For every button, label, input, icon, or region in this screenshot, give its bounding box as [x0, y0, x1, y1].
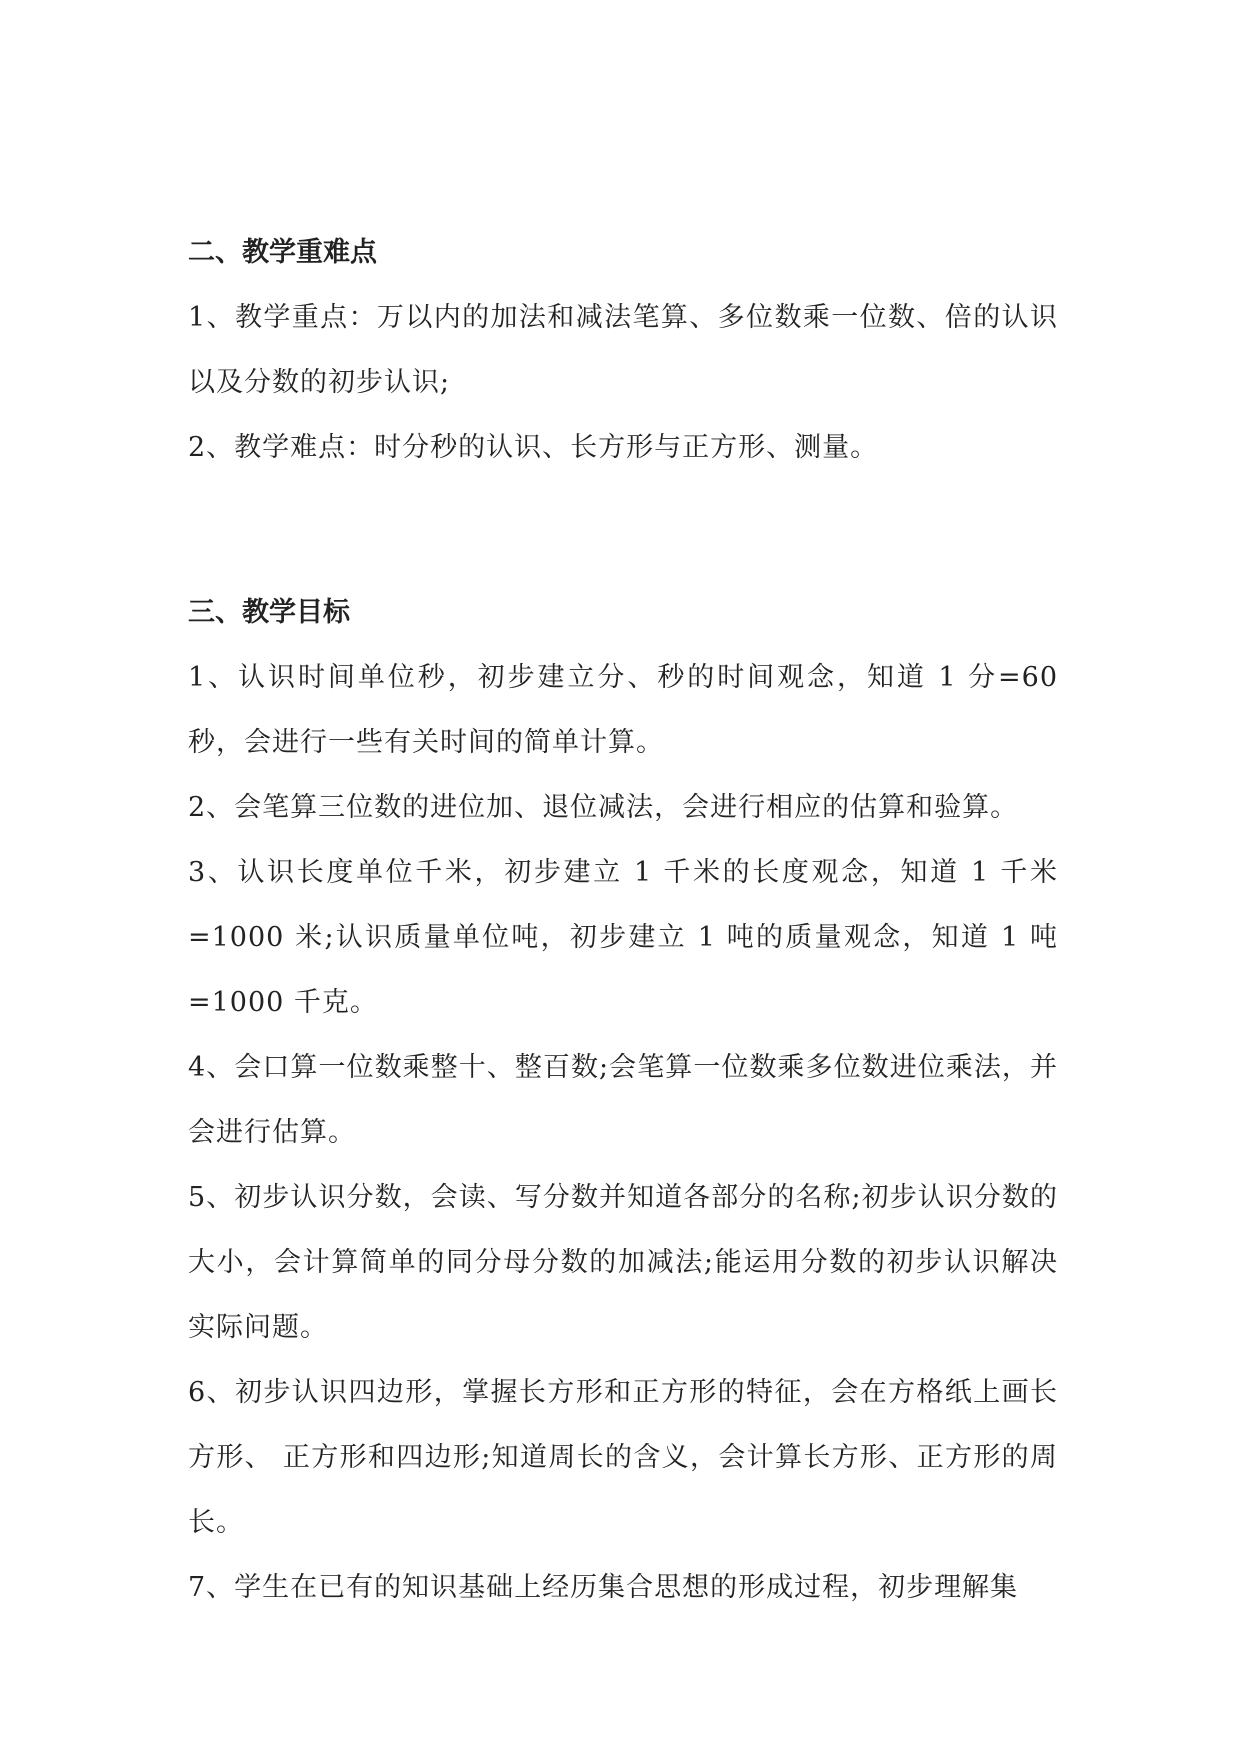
section-spacer: [188, 480, 1058, 580]
paragraph-objective-4: 4、会口算一位数乘整十、整百数;会笔算一位数乘多位数进位乘法，并会进行估算。: [188, 1052, 1058, 1148]
paragraph-objective-2: 2、会笔算三位数的进位加、退位减法，会进行相应的估算和验算。: [188, 792, 1019, 823]
paragraph-objective-7: 7、学生在已有的知识基础上经历集合思想的形成过程，初步理解集: [188, 1572, 1019, 1603]
section-heading-key-points: 二、教学重难点: [188, 237, 377, 268]
paragraph-objective-1: 1、认识时间单位秒，初步建立分、秒的时间观念，知道 1 分=60 秒，会进行一些有关时间的简单计算。: [188, 662, 1058, 758]
paragraph-objective-5: 5、初步认识分数，会读、写分数并知道各部分的名称;初步认识分数的大小，会计算简单的同分母分数的加减法;能运用分数的初步认识解决实际问题。: [188, 1182, 1058, 1343]
paragraph-key-point-1: 1、教学重点：万以内的加法和减法笔算、多位数乘一位数、倍的认识以及分数的初步认识;: [188, 302, 1058, 398]
document-body: [188, 220, 1058, 1620]
paragraph-key-point-2: 2、教学难点：时分秒的认识、长方形与正方形、测量。: [188, 432, 879, 463]
paragraph-objective-3: 3、认识长度单位千米，初步建立 1 千米的长度观念，知道 1 千米=1000 米;认识质量单位吨，初步建立 1 吨的质量观念，知道 1 吨=1000 千克。: [188, 857, 1058, 1018]
paragraph-objective-6: 6、初步认识四边形，掌握长方形和正方形的特征，会在方格纸上画长方形、 正方形和四边形;知道周长的含义，会计算长方形、正方形的周长。: [188, 1377, 1058, 1538]
section-heading-objectives: 三、教学目标: [188, 597, 350, 628]
